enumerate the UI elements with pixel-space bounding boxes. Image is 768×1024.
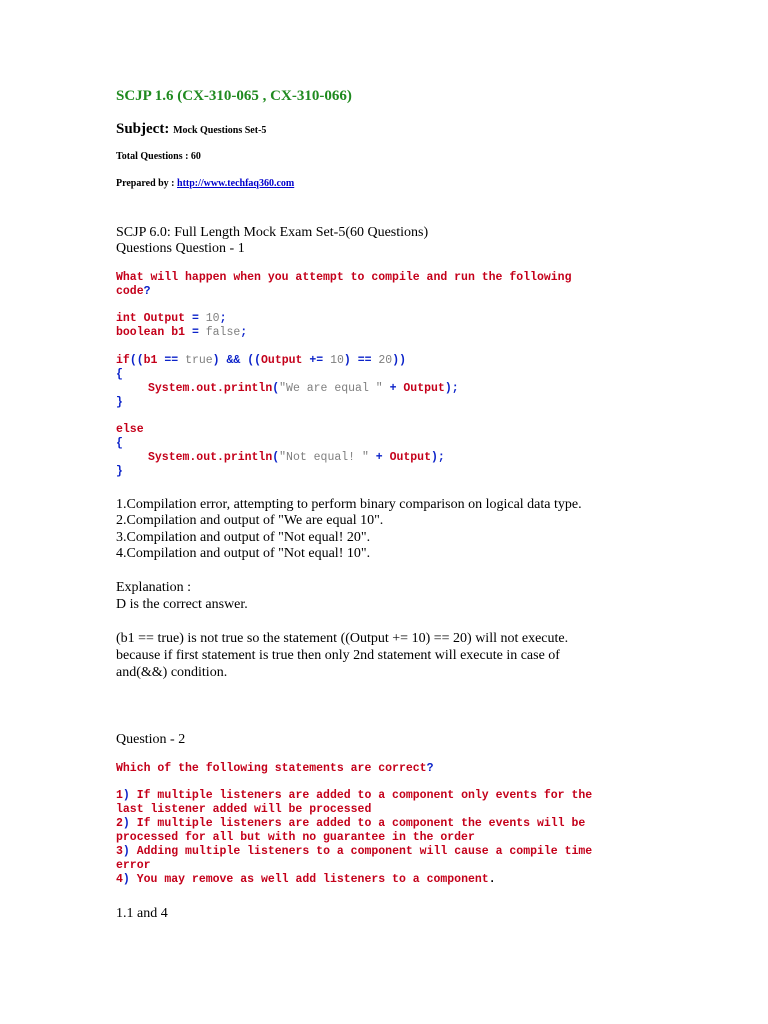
question-1-option-1: 1.Compilation error, attempting to perform binary comparison on logical data type. <box>116 497 582 512</box>
question-1-heading: Questions Question - 1 <box>116 241 245 256</box>
document-title: SCJP 1.6 (CX-310-065 , CX-310-066) <box>116 88 352 104</box>
question-2-heading: Question - 2 <box>116 732 186 747</box>
code-brace-open-1: { <box>116 368 123 381</box>
question-2-prompt: Which of the following statements are correct? <box>116 762 434 775</box>
code-line-if: if((b1 == true) && ((Output += 10) == 20)) <box>116 354 407 367</box>
subject-value: Mock Questions Set-5 <box>173 125 267 136</box>
subject-label: Subject: <box>116 121 170 137</box>
code-brace-close-2: } <box>116 465 123 478</box>
subject-line <box>116 121 266 138</box>
exam-title: SCJP 6.0: Full Length Mock Exam Set-5(60 Questions) <box>116 225 429 240</box>
code-brace-close-1: } <box>116 396 123 409</box>
question-2-option-4: 4) You may remove as well add listeners to a component. <box>116 873 496 886</box>
question-2-option-3-line-1: 3) Adding multiple listeners to a component will cause a compile time <box>116 845 593 858</box>
explanation-label: Explanation : <box>116 580 192 595</box>
prepared-by-label: Prepared by : <box>116 178 175 189</box>
question-2-option-2-line-2: processed for all but with no guarantee in the order <box>116 831 475 844</box>
question-1-prompt-line-2: code? <box>116 285 151 298</box>
question-1-prompt-line-1: What will happen when you attempt to compile and run the following <box>116 271 572 284</box>
explanation-line-2: because if first statement is true then only 2nd statement will execute in case of <box>116 648 560 663</box>
question-1-option-4: 4.Compilation and output of "Not equal! 10". <box>116 546 371 561</box>
question-2-answer-start: 1.1 and 4 <box>116 906 168 921</box>
correct-answer: D is the correct answer. <box>116 597 248 612</box>
question-2-option-2-line-1: 2) If multiple listeners are added to a component the events will be <box>116 817 586 830</box>
total-questions: Total Questions : 60 <box>116 151 201 162</box>
question-1-option-3: 3.Compilation and output of "Not equal! 20". <box>116 530 371 545</box>
explanation-line-3: and(&&) condition. <box>116 665 228 680</box>
code-line-int: int Output = 10; <box>116 312 227 325</box>
prepared-by-link[interactable]: http://www.techfaq360.com <box>177 178 295 189</box>
code-line-print-not-equal: System.out.println("Not equal! " + Output); <box>148 451 445 464</box>
explanation-line-1: (b1 == true) is not true so the statement ((Output += 10) == 20) will not execute. <box>116 631 569 646</box>
prepared-by-line <box>116 178 294 189</box>
code-line-print-equal: System.out.println("We are equal " + Output); <box>148 382 459 395</box>
question-2-option-1-line-1: 1) If multiple listeners are added to a component only events for the <box>116 789 593 802</box>
code-line-boolean: boolean b1 = false; <box>116 326 248 339</box>
question-2-option-1-line-2: last listener added will be processed <box>116 803 372 816</box>
code-line-else: else <box>116 423 144 436</box>
question-1-option-2: 2.Compilation and output of "We are equal 10". <box>116 513 384 528</box>
question-2-option-3-line-2: error <box>116 859 151 872</box>
code-brace-open-2: { <box>116 437 123 450</box>
